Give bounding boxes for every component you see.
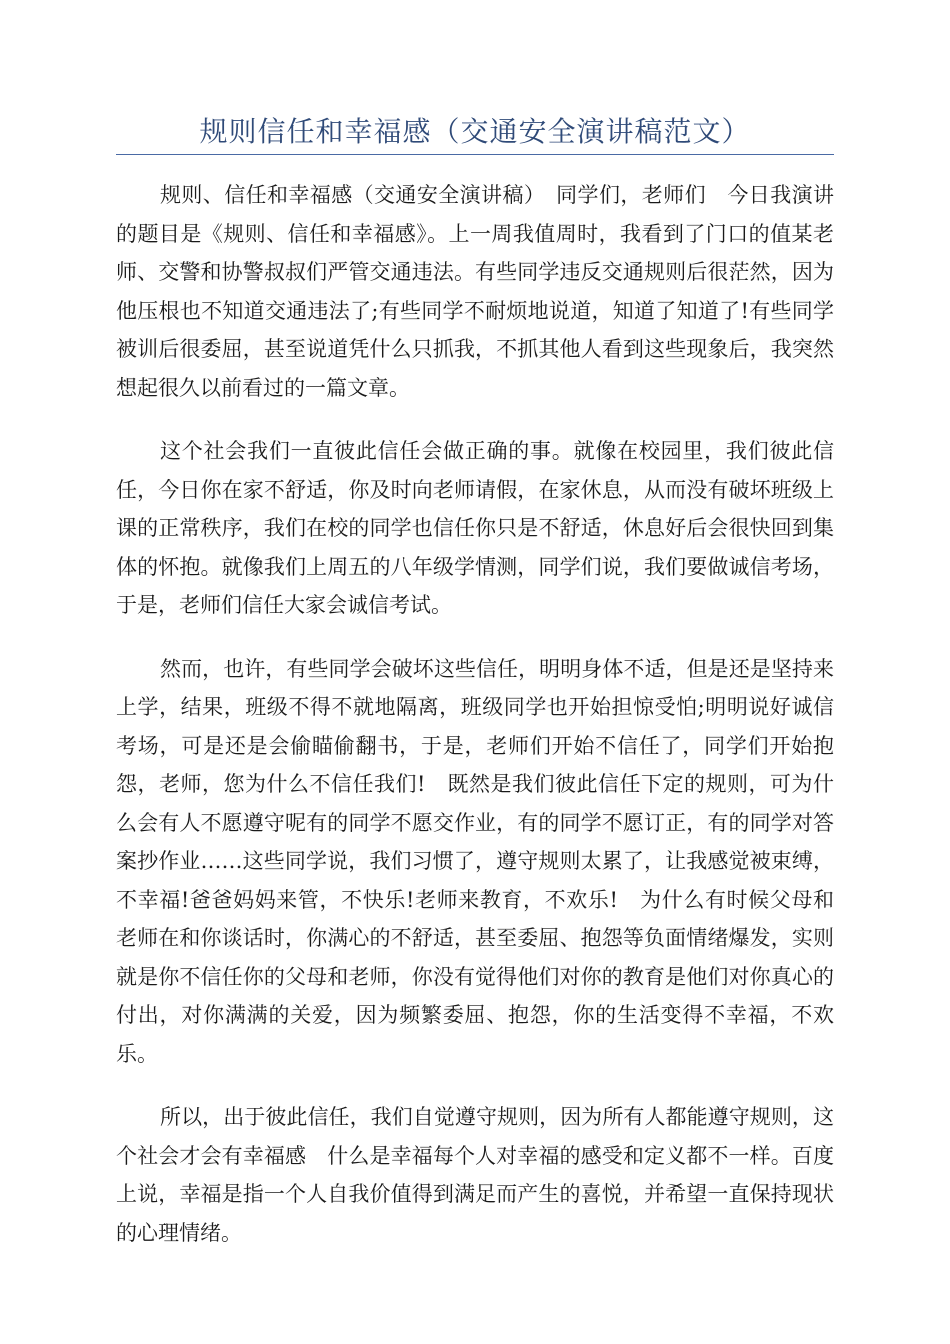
- paragraph-1: 规则、信任和幸福感（交通安全演讲稿） 同学们，老师们 今日我演讲的题目是《规则、信任和幸福感》。上一周我值周时，我看到了门口的值某老师、交警和协警叔叔们严管交通违法。有些同学违反交通规则后很茫然，因为他压根也不知道交通违法了;有些同学不耐烦地说道，知道了知道了!有些同学被训后很委屈，甚至说道凭什么只抓我，不抓其他人看到这些现象后，我突然想起很久以前看过的一篇文章。: [116, 183, 834, 400]
- paragraph-4: 所以，出于彼此信任，我们自觉遵守规则，因为所有人都能遵守规则，这个社会才会有幸福感 什么是幸福每个人对幸福的感受和定义都不一样。百度上说，幸福是指一个人自我价值得到满足而产生的喜悦，并希望一直保持现状的心理情绪。: [116, 1105, 834, 1245]
- paragraph-3: 然而，也许，有些同学会破坏这些信任，明明身体不适，但是还是坚持来上学，结果，班级不得不就地隔离，班级同学也开始担惊受怕;明明说好诚信考场，可是还是会偷瞄偷翻书，于是，老师们开始不信任了，同学们开始抱怨，老师，您为什么不信任我们! 既然是我们彼此信任下定的规则，可为什么会有人不愿遵守呢有的同学不愿交作业，有的同学不愿订正，有的同学对答案抄作业……这些同学说，我们习惯了，遵守规则太累了，让我感觉被束缚，不幸福!爸爸妈妈来管，不快乐!老师来教育，不欢乐! 为什么有时候父母和老师在和你谈话时，你满心的不舒适，甚至委屈、抱怨等负面情绪爆发，实则就是你不信任你的父母和老师，你没有觉得他们对你的教育是他们对你真心的付出，对你满满的关爱，因为频繁委屈、抱怨，你的生活变得不幸福，不欢乐。: [116, 656, 834, 1066]
- document-body: [116, 176, 834, 1277]
- document-title: 规则信任和幸福感（交通安全演讲稿范文）: [199, 115, 751, 148]
- title-underline: [116, 154, 834, 155]
- paragraph-2: 这个社会我们一直彼此信任会做正确的事。就像在校园里，我们彼此信任，今日你在家不舒适，你及时向老师请假，在家休息，从而没有破坏班级上课的正常秩序，我们在校的同学也信任你只是不舒适，休息好后会很快回到集体的怀抱。就像我们上周五的八年级学情测，同学们说，我们要做诚信考场，于是，老师们信任大家会诚信考试。: [116, 439, 834, 617]
